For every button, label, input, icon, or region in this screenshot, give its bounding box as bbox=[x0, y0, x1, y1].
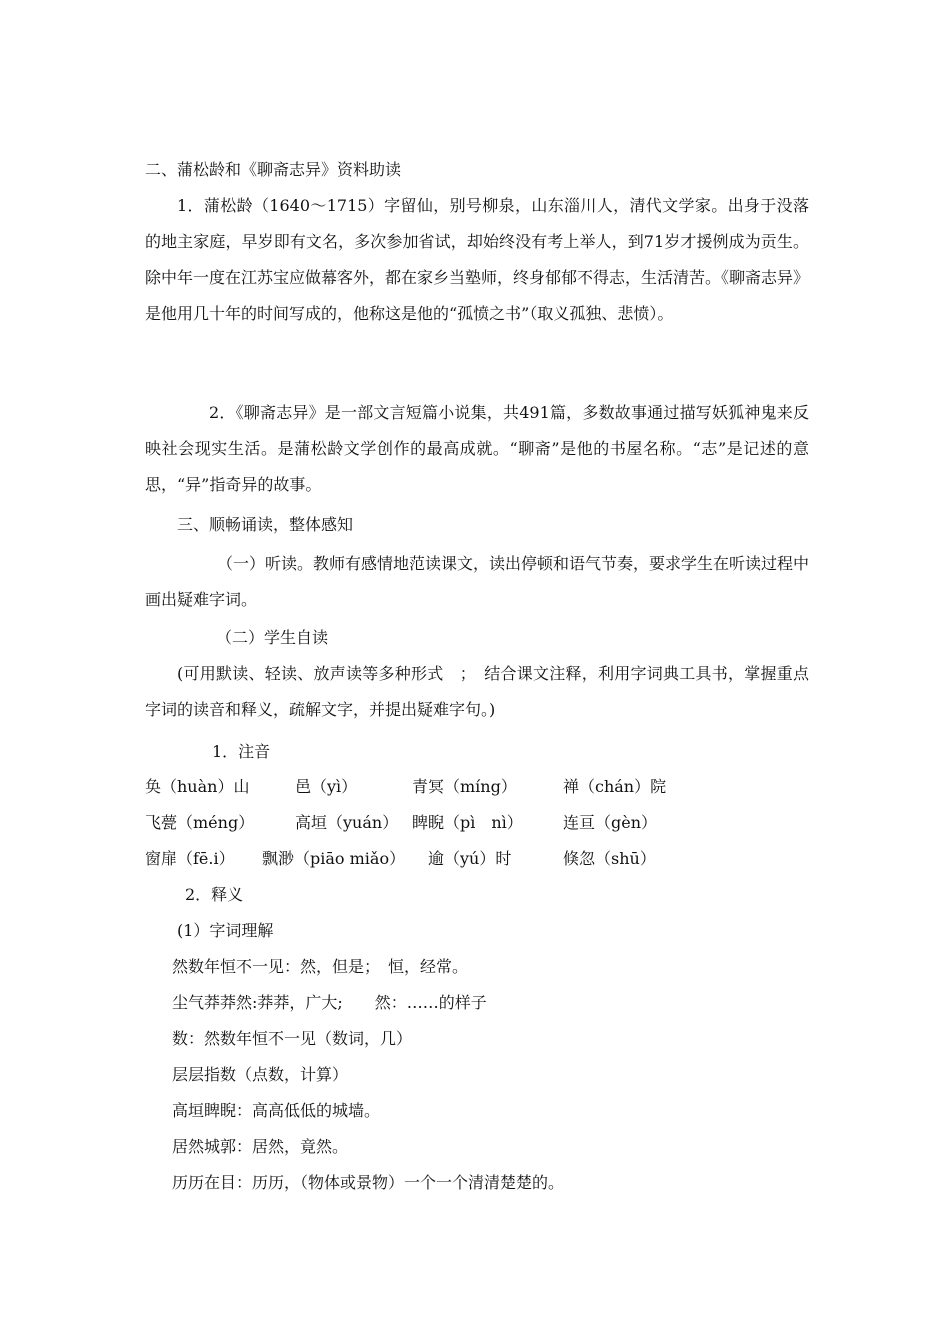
paragraph-liaozhai: 2．《聊斋志异》是一部文言短篇小说集，共491篇，多数故事通过描写妖狐神鬼来反映社会现实生活。是蒲松龄文学创作的最高成就。“聊斋”是他的书屋名称。“志”是记述的意思，“异”指奇异的故事。 bbox=[145, 403, 809, 494]
list-item: 数：然数年恒不一见（数词，几） bbox=[172, 1029, 413, 1048]
pinyin-cell: 青冥（míng） bbox=[412, 777, 517, 796]
self-read-heading: （二）学生自读 bbox=[216, 628, 329, 647]
pinyin-heading: 1．注音 bbox=[212, 742, 271, 761]
pinyin-cell: 逾（yú）时 bbox=[428, 849, 512, 868]
pinyin-cell: 倏忽（shū） bbox=[563, 849, 656, 868]
pinyin-cell: 奂（huàn）山 bbox=[145, 777, 250, 796]
paragraph-pu-songling: 1．蒲松龄（1640～1715）字留仙，别号柳泉，山东淄川人，清代文学家。出身于没落的地主家庭，早岁即有文名，多次参加省试，却始终没有考上举人，到71岁才援例成为贡生。除中年一度在江苏宝应做幕客外，都在家乡当塾师，终身郁郁不得志，生活清苦。《聊斋志异》是他用几十年的时间写成的，他称这是他的“孤愤之书”（取义孤独、悲愤）。 bbox=[145, 196, 810, 323]
meaning-heading: 2．释义 bbox=[185, 885, 244, 904]
list-item: 尘气莽莽然:莽莽，广大; 然：……的样子 bbox=[172, 993, 487, 1012]
pinyin-cell: 禅（chán）院 bbox=[563, 777, 667, 796]
list-item: 层层指数（点数，计算） bbox=[172, 1065, 349, 1084]
meaning-sub-heading: (1）字词理解 bbox=[177, 921, 274, 940]
list-item: 高垣睥睨：高高低低的城墙。 bbox=[172, 1101, 381, 1120]
list-item: 历历在目：历历，（物体或景物）一个一个清清楚楚的。 bbox=[172, 1173, 565, 1192]
section-heading-3: 三、顺畅诵读，整体感知 bbox=[177, 515, 354, 534]
pinyin-cell: 高垣（yuán） bbox=[295, 813, 399, 832]
pinyin-cell: 飞甍（méng） bbox=[145, 813, 255, 832]
pinyin-cell: 连亘（gèn） bbox=[563, 813, 658, 832]
pinyin-cell: 窗扉（fē.i） bbox=[145, 849, 235, 868]
section-heading-2: 二、蒲松龄和《聊斋志异》资料助读 bbox=[145, 160, 402, 179]
list-item: 然数年恒不一见：然，但是； 恒，经常。 bbox=[172, 957, 469, 976]
pinyin-cell: 飘渺（piāo miǎo） bbox=[262, 849, 406, 868]
pinyin-cell: 邑（yì） bbox=[295, 777, 358, 796]
self-read-note: (可用默读、轻读、放声读等多种形式 ； 结合课文注释，利用字词典工具书，掌握重点字词的读音和释义，疏解文字，并提出疑难字句。) bbox=[145, 664, 809, 719]
paragraph-listen: （一）听读。教师有感情地范读课文，读出停顿和语气节奏，要求学生在听读过程中画出疑难字词。 bbox=[145, 554, 810, 609]
pinyin-cell: 睥睨（pì nì） bbox=[412, 813, 523, 832]
list-item: 居然城郭：居然，竟然。 bbox=[172, 1137, 349, 1156]
